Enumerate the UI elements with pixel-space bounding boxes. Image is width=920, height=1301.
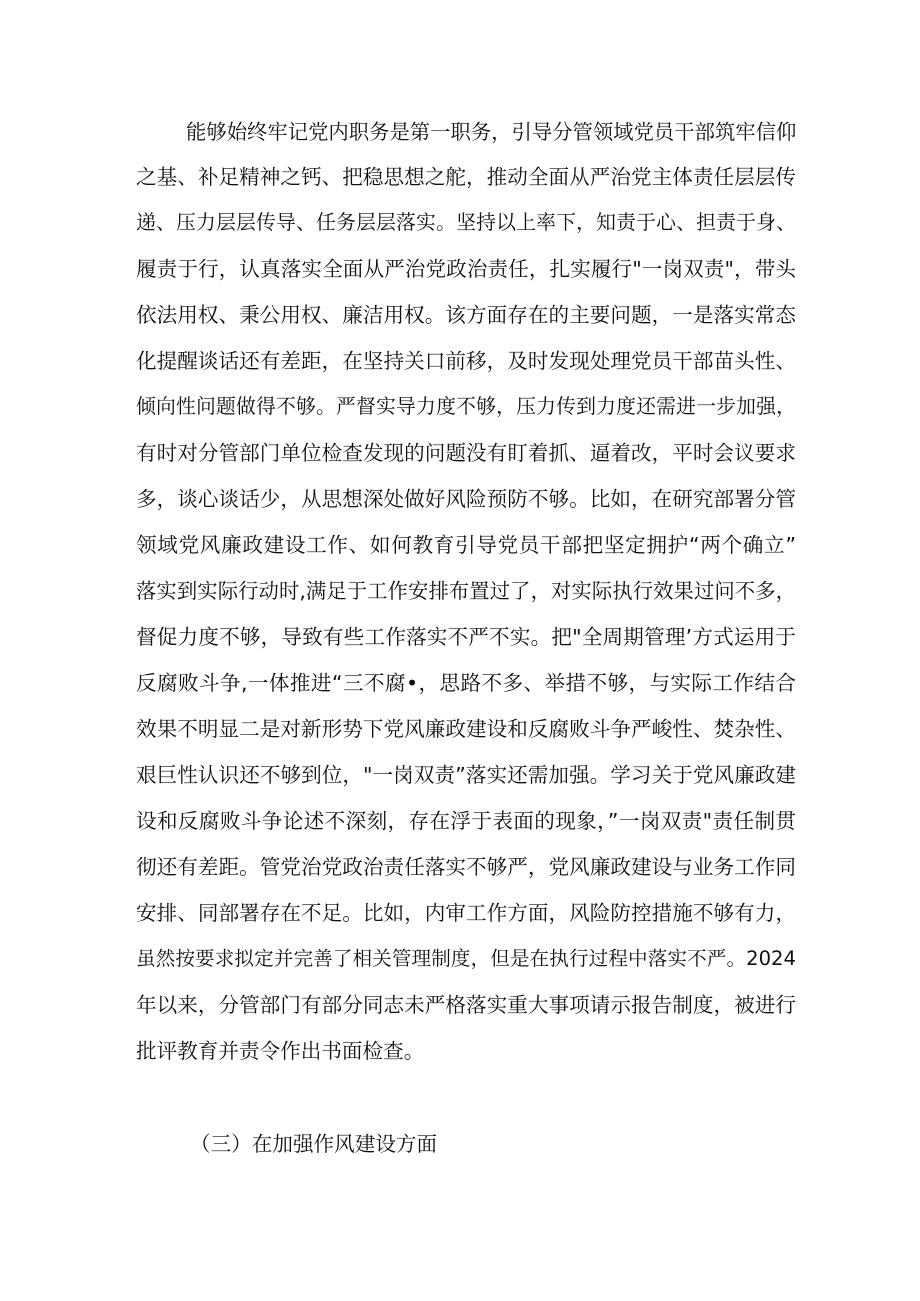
paragraph-line: 彻还有差距。管党治党政治责任落实不够严，党风廉政建设与业务工作同 [136,855,796,879]
paragraph-line: 能够始终牢记党内职务是第一职务，引导分管领域党员干部筑牢信仰 [186,120,797,144]
paragraph-line: 之基、补足精神之钙、把稳思想之舵，推动全面从严治党主体责任层层传 [136,165,796,189]
section-heading: （三）在加强作风建设方面 [190,1132,438,1156]
paragraph-line: 效果不明显二是对新形势下党风廉政建设和反腐败斗争严峻性、焚杂性、 [136,717,796,741]
paragraph-line: 领域党风廉政建设工作、如何教育引导党员干部把坚定拥护“两个确立” [136,533,796,557]
paragraph-line: 化提醒谈话还有差距，在坚持关口前移，及时发现处理党员干部苗头性、 [136,349,796,373]
paragraph-line: 多，谈心谈话少，从思想深处做好风险预防不够。比如，在研究部署分管 [136,487,796,511]
paragraph-line: 递、压力层层传导、任务层层落实。坚持以上率下，知责于心、担责于身、 [136,211,796,234]
paragraph-line: 虽然按要求拟定并完善了相关管理制度，但是在执行过程中落实不严。2024 [136,947,796,970]
paragraph-line: 依法用权、秉公用权、廉洁用权。该方面存在的主要问题，一是落实常态 [136,303,796,327]
paragraph-line: 安排、同部署存在不足。比如，内审工作方面，风险防控措施不够有力， [136,901,796,925]
paragraph-line: 倾向性问题做得不够。严督实导力度不够，压力传到力度还需进一步加强， [136,395,796,418]
paragraph-line: 督促力度不够，导致有些工作落实不严不实。把"全周期管理’方式运用于 [136,625,796,649]
paragraph-line: 履责于行，认真落实全面从严治党政治责任，扎实履行"一岗双责"，带头 [136,257,796,281]
paragraph-line: 落实到实际行动时,满足于工作安排布置过了，对实际执行效果过问不多， [136,579,796,603]
paragraph-line: 有时对分管部门单位检查发现的问题没有盯着抓、逼着改，平时会议要求 [136,441,796,465]
paragraph-line: 反腐败斗争,一体推进“三不腐•，思路不多、举措不够，与实际工作结合 [136,671,796,695]
paragraph-line-last: 批评教育并责令作出书面检查。 [136,1039,425,1063]
paragraph-line: 设和反腐败斗争论述不深刻，存在浮于表面的现象，”一岗双责"责任制贯 [136,809,796,833]
paragraph-line: 年以来，分管部门有部分同志未严格落实重大事项请示报告制度，被进行 [136,993,796,1017]
paragraph-line: 艰巨性认识还不够到位，"一岗双责”落实还需加强。学习关于党风廉政建 [136,763,796,787]
